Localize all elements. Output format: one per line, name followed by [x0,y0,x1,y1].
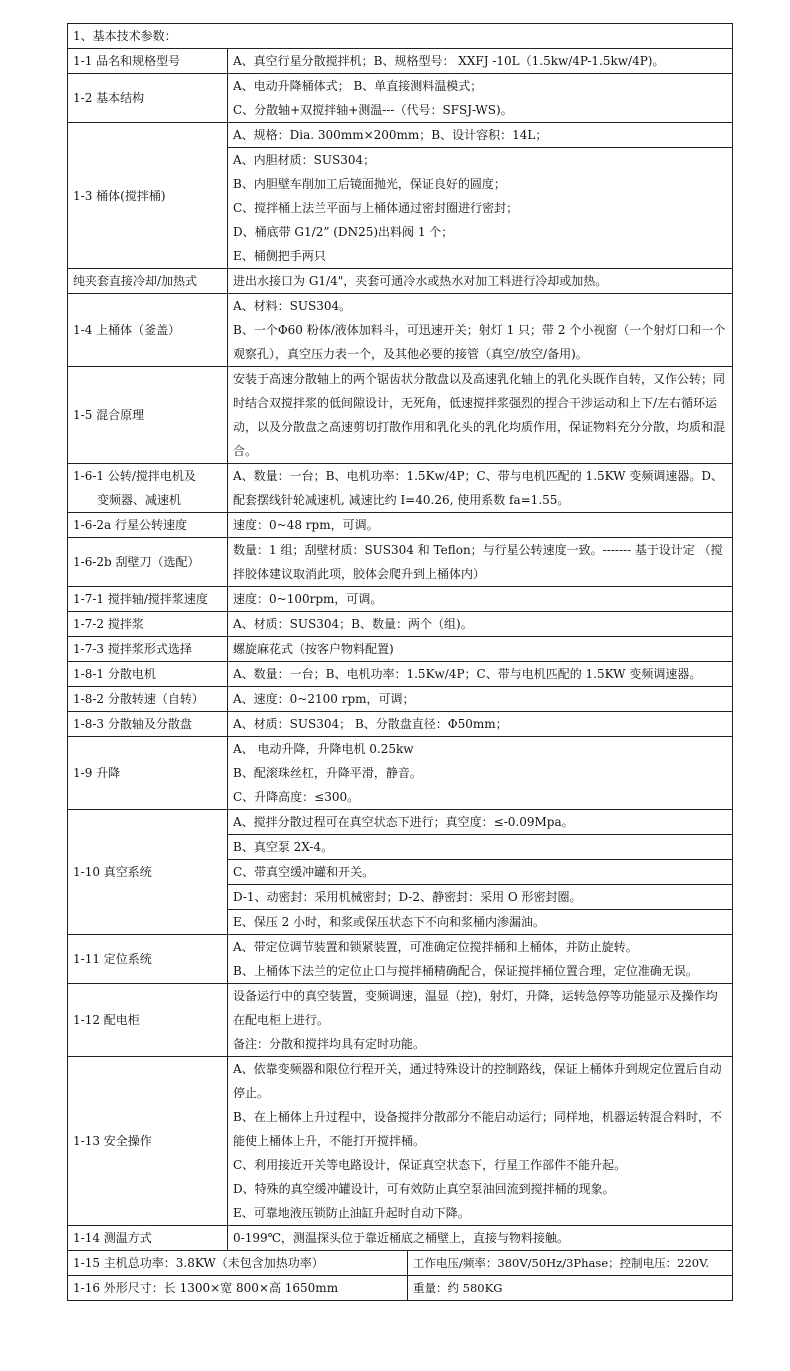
value-line: A、内胆材质：SUS304； [233,153,376,167]
row-value [228,294,733,367]
row-value [228,74,733,123]
row-value [228,1057,733,1226]
row-label-text: 1-10 真空系统 [73,865,152,879]
value-line: D-1、动密封：采用机械密封；D-2、静密封：采用 O 形密封圈。 [233,890,582,904]
row-label [68,49,228,74]
value-line: 安装于高速分散轴上的两个锯齿状分散盘以及高速乳化轴上的乳化头既作自转，又作公转；同时结合双搅拌浆的低间隙设计，无死角，低速搅拌浆强烈的捏合干涉运动和上下/左右循环运动，以及分散盘之高速剪切打散作用和乳化头的乳化均质作用，保证物料充分分散，均质和混合。 [233,372,726,458]
row-value [228,835,733,860]
footer-row [68,1276,733,1301]
spec-row [68,662,733,687]
value-line: A、速度：0~2100 rpm，可调； [233,692,415,706]
spec-row [68,513,733,538]
row-label [68,737,228,810]
spec-row [68,737,733,810]
row-value [228,269,733,294]
spec-table [67,23,733,1301]
row-label-text: 1-7-2 搅拌浆 [73,617,144,631]
value-line: A、材质：SUS304；B、数量：两个（组)。 [233,617,473,631]
row-label [68,123,228,269]
value-line: A、依靠变频器和限位行程开关，通过特殊设计的控制路线，保证上桶体升到规定位置后自动停止。 [233,1062,722,1100]
value-line: 速度：0~100rpm，可调。 [233,592,383,606]
spec-row [68,612,733,637]
row-label [68,810,228,935]
spec-row [68,538,733,587]
spec-row [68,587,733,612]
value-line: A、真空行星分散搅拌机；B、规格型号： XXFJ -10L（1.5kw/4P-1.5kw/4P)。 [233,54,665,68]
value-line: C、带真空缓冲罐和开关。 [233,865,375,879]
row-value [228,587,733,612]
row-label [68,464,228,513]
row-label-text: 1-8-1 分散电机 [73,667,156,681]
footer-left: 1-16 外形尺寸：长 1300×宽 800×高 1650mm [68,1276,408,1301]
value-line: D、特殊的真空缓冲罐设计，可有效防止真空泵油回流到搅拌桶的现象。 [233,1182,615,1196]
spec-row [68,464,733,513]
row-value [228,984,733,1057]
spec-row [68,984,733,1057]
row-label [68,687,228,712]
row-label-text: 1-9 升降 [73,766,121,780]
row-value [228,637,733,662]
row-value [228,810,733,835]
value-line: B、一个Φ60 粉体/液体加料斗，可迅速开关；射灯 1 只；带 2 个小视窗（一个射灯口和一个观察孔），真空压力表一个，及其他必要的接管（真空/放空/备用)。 [233,323,726,361]
value-line: E、桶侧把手两只 [233,249,326,263]
row-label-text: 纯夹套直接冷却/加热式 [73,274,198,288]
row-label [68,984,228,1057]
row-label-text: 1-4 上桶体（釜盖） [73,323,181,337]
value-line: 0-199℃，测温探头位于靠近桶底之桶壁上，直接与物料接触。 [233,1231,570,1245]
row-label [68,587,228,612]
value-line: B、上桶体下法兰的定位止口与搅拌桶精确配合，保证搅拌桶位置合理，定位准确无误。 [233,964,698,978]
row-value [228,538,733,587]
row-label [68,662,228,687]
spec-row [68,637,733,662]
row-label-text-2: 变频器、减速机 [97,493,182,507]
row-value [228,367,733,464]
row-label [68,637,228,662]
spec-row [68,367,733,464]
row-label-text: 1-14 测温方式 [73,1231,152,1245]
value-line: B、内胆壁车削加工后镜面抛光，保证良好的圆度； [233,177,506,191]
footer-right: 重量：约 580KG [408,1276,733,1301]
row-label-text: 1-6-2b 刮壁刀（选配） [73,555,200,569]
row-label [68,612,228,637]
spec-row [68,49,733,74]
spec-row [68,810,733,835]
row-value [228,123,733,148]
row-value [228,612,733,637]
row-label [68,712,228,737]
row-value [228,662,733,687]
row-value [228,910,733,935]
row-value [228,885,733,910]
row-value [228,737,733,810]
row-value [228,1226,733,1251]
value-line: B、真空泵 2X-4。 [233,840,334,854]
value-line: A、规格：Dia. 300mm×200mm；B、设计容积：14L； [233,128,548,142]
row-value [228,860,733,885]
value-line: 速度：0~48 rpm，可调。 [233,518,379,532]
value-line: A、材料：SUS304。 [233,299,352,313]
value-line: A、搅拌分散过程可在真空状态下进行；真空度：≤-0.09Mpa。 [233,815,574,829]
row-label-text: 1-5 混合原理 [73,408,145,422]
row-label-text: 1-12 配电柜 [73,1013,140,1027]
value-line: A、电动升降桶体式； B、单直接测料温模式； [233,79,483,93]
spec-row [68,1057,733,1226]
value-line: 设备运行中的真空装置，变频调速，温显（控)，射灯，升降，运转急停等功能显示及操作均在配电柜上进行。 [233,989,718,1027]
value-line: B、配滚珠丝杠，升降平滑，静音。 [233,766,422,780]
section-title: 1、基本技术参数： [68,24,733,49]
row-label [68,1057,228,1226]
value-line: A、 电动升降，升降电机 0.25kw [233,742,414,756]
spec-row [68,123,733,148]
row-label [68,1226,228,1251]
row-value [228,935,733,984]
header-row [68,24,733,49]
value-line: C、分散轴+双搅拌轴+测温---（代号：SFSJ-WS)。 [233,103,513,117]
value-line: A、数量：一台；B、电机功率：1.5Kw/4P；C、带与电机匹配的 1.5KW 变频调速器。 [233,667,702,681]
value-line: 进出水接口为 G1/4"，夹套可通冷水或热水对加工料进行冷却或加热。 [233,274,608,288]
row-label [68,269,228,294]
row-label-text: 1-6-2a 行星公转速度 [73,518,187,532]
row-value [228,148,733,269]
spec-row [68,1226,733,1251]
row-label-text: 1-8-2 分散转速（自转） [73,692,204,706]
row-label-text: 1-3 桶体(搅拌桶) [73,188,166,203]
row-label-text: 1-6-1 公转/搅拌电机及 [73,469,196,483]
row-value [228,49,733,74]
spec-row [68,74,733,123]
spec-row [68,294,733,367]
row-label [68,513,228,538]
value-line: C、搅拌桶上法兰平面与上桶体通过密封圈进行密封； [233,201,519,215]
footer-right: 工作电压/频率：380V/50Hz/3Phase；控制电压：220V. [408,1251,733,1276]
row-value [228,687,733,712]
value-line: 备注：分散和搅拌均具有定时功能。 [233,1037,426,1051]
value-line: C、升降高度：≤300。 [233,790,360,804]
row-value [228,513,733,538]
row-value [228,464,733,513]
value-line: E、保压 2 小时，和浆或保压状态下不向和浆桶内渗漏油。 [233,915,546,929]
row-label [68,538,228,587]
spec-row [68,687,733,712]
row-label-text: 1-13 安全操作 [73,1134,152,1148]
row-label [68,367,228,464]
spec-row [68,269,733,294]
row-label-text: 1-1 品名和规格型号 [73,54,181,68]
row-label-text: 1-7-3 搅拌浆形式选择 [73,642,192,656]
footer-row [68,1251,733,1276]
footer-left: 1-15 主机总功率：3.8KW（未包含加热功率） [68,1251,408,1276]
row-label [68,294,228,367]
value-line: A、数量：一台；B、电机功率：1.5Kw/4P；C、带与电机匹配的 1.5KW 变频调速器。D、配套摆线针轮减速机, 减速比约 I=40.26, 使用系数 fa=1.55。 [233,469,723,507]
value-line: E、可靠地液压锁防止油缸升起时自动下降。 [233,1206,470,1220]
row-label-text: 1-11 定位系统 [73,952,152,966]
value-line: B、在上桶体上升过程中，设备搅拌分散部分不能启动运行；同样地，机器运转混合料时，不能使上桶体上升，不能打开搅拌桶。 [233,1110,722,1148]
row-label [68,74,228,123]
value-line: D、桶底带 G1/2” (DN25)出料阀 1 个； [233,225,454,239]
row-label-text: 1-8-3 分散轴及分散盘 [73,717,192,731]
value-line: 数量：1 组；刮壁材质：SUS304 和 Teflon；与行星公转速度一致。------- 基于设计定 （搅拌胶体建议取消此项，胶体会爬升到上桶体内） [233,543,723,581]
row-value [228,712,733,737]
value-line: 螺旋麻花式（按客户物料配置) [233,642,394,656]
row-label-text: 1-2 基本结构 [73,91,145,105]
value-line: A、材质：SUS304； B、分散盘直径：Φ50mm； [233,717,508,731]
value-line: C、利用接近开关等电路设计，保证真空状态下，行星工作部件不能升起。 [233,1158,627,1172]
spec-row [68,712,733,737]
row-label-text: 1-7-1 搅拌轴/搅拌浆速度 [73,592,208,606]
row-label [68,935,228,984]
spec-row [68,935,733,984]
value-line: A、带定位调节装置和锁紧装置，可准确定位搅拌桶和上桶体，并防止旋转。 [233,940,638,954]
